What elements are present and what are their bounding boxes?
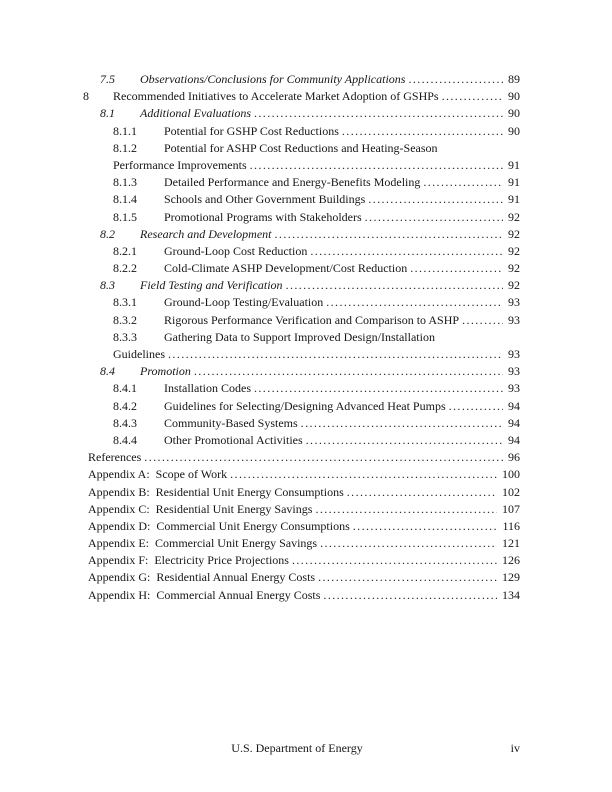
toc-entry-number: 8.4.3 bbox=[113, 415, 137, 430]
toc-entry[interactable] bbox=[113, 174, 520, 191]
toc-page-number: 92 bbox=[508, 226, 520, 241]
toc-entry-number: 8.2.2 bbox=[113, 261, 137, 276]
toc-entry-label: Performance Improvements bbox=[113, 157, 247, 172]
toc-entry-label: Guidelines for Selecting/Designing Advanced Heat Pumps bbox=[164, 398, 446, 413]
toc-entry-label: Appendix G: Residential Annual Energy Costs bbox=[88, 570, 316, 585]
dot-leader bbox=[144, 449, 503, 466]
toc-page-number: 126 bbox=[502, 553, 520, 568]
toc-entry-number: 8.3.2 bbox=[113, 312, 137, 327]
toc-entry-label: Guidelines bbox=[113, 347, 165, 361]
dot-leader bbox=[230, 466, 497, 483]
toc-entry-number: 8.4.4 bbox=[113, 432, 137, 447]
dot-leader bbox=[320, 535, 497, 552]
toc-entry[interactable] bbox=[83, 88, 520, 105]
dot-leader bbox=[408, 71, 503, 88]
dot-leader bbox=[292, 552, 497, 569]
toc-entry-number: 8.1.5 bbox=[113, 209, 137, 224]
toc-entry-label: Other Promotional Activities bbox=[164, 432, 303, 447]
toc-page-number: 91 bbox=[508, 157, 520, 172]
toc-page-number: 90 bbox=[508, 106, 520, 121]
toc-entry[interactable] bbox=[113, 380, 520, 397]
toc-entry[interactable] bbox=[113, 123, 520, 140]
toc-page-number: 94 bbox=[508, 415, 520, 430]
toc-entry-number: 8.3.1 bbox=[113, 295, 137, 310]
toc-entry-number: 8.2 bbox=[100, 226, 115, 241]
toc-entry[interactable] bbox=[88, 449, 520, 466]
dot-leader bbox=[168, 346, 503, 363]
dot-leader bbox=[365, 209, 503, 226]
toc-entry[interactable] bbox=[88, 466, 520, 483]
toc-entry-label: Appendix B: Residential Unit Energy Consumptions bbox=[88, 484, 344, 499]
toc-entry[interactable] bbox=[88, 518, 520, 535]
dot-leader bbox=[275, 226, 503, 243]
dot-leader bbox=[423, 174, 503, 191]
toc-entry-label: Observations/Conclusions for Community Applications bbox=[140, 72, 406, 86]
toc-page-number: 129 bbox=[502, 570, 520, 585]
toc-page-number: 107 bbox=[502, 501, 520, 516]
dot-leader bbox=[442, 88, 503, 105]
toc-page-number: 93 bbox=[508, 364, 520, 379]
toc-entry-number: 8.1.3 bbox=[113, 175, 137, 190]
toc-entry[interactable] bbox=[113, 415, 520, 432]
toc-entry-label: Appendix H: Commercial Annual Energy Costs bbox=[88, 587, 321, 602]
toc-entry-label: Cold-Climate ASHP Development/Cost Reduction bbox=[164, 261, 408, 276]
dot-leader bbox=[410, 260, 503, 277]
toc-page-number: 134 bbox=[502, 587, 520, 602]
toc-entry[interactable] bbox=[113, 243, 520, 260]
dot-leader bbox=[286, 277, 503, 294]
page-footer bbox=[0, 740, 612, 757]
toc-entry-label: Rigorous Performance Verification and Comparison to ASHP bbox=[164, 312, 460, 327]
toc-entry[interactable] bbox=[113, 312, 520, 329]
toc-entry-label: Promotional Programs with Stakeholders bbox=[164, 209, 362, 224]
dot-leader bbox=[368, 191, 503, 208]
toc-page-number: 92 bbox=[508, 278, 520, 293]
toc-entry[interactable] bbox=[100, 226, 520, 243]
toc-entry-number: 8.2.1 bbox=[113, 243, 137, 258]
toc-page-number: 91 bbox=[508, 192, 520, 207]
toc-entry[interactable] bbox=[113, 329, 520, 346]
toc-entry[interactable] bbox=[113, 398, 520, 415]
toc-entry-label: Promotion bbox=[140, 364, 191, 379]
toc-entry-label: Installation Codes bbox=[164, 381, 251, 396]
dot-leader bbox=[315, 501, 497, 518]
toc-page-number: 91 bbox=[508, 175, 520, 190]
toc-page-number: 94 bbox=[508, 398, 520, 413]
toc-entry-label: Recommended Initiatives to Accelerate Market Adoption of GSHPs bbox=[113, 89, 439, 104]
toc-page-number: 93 bbox=[508, 295, 520, 310]
toc-entry[interactable] bbox=[88, 535, 520, 552]
toc-page-number: 116 bbox=[502, 518, 520, 533]
toc-entry-label: Ground-Loop Testing/Evaluation bbox=[164, 295, 324, 310]
toc-entry-number: 8.4.2 bbox=[113, 398, 137, 413]
footer-text: U.S. Department of Energy bbox=[231, 741, 363, 755]
toc-entry-label: Field Testing and Verification bbox=[140, 278, 283, 293]
toc-entry[interactable] bbox=[113, 294, 520, 311]
toc-entry-label: Potential for ASHP Cost Reductions and Heating-Season bbox=[164, 140, 438, 155]
toc-entry-label: Detailed Performance and Energy-Benefits Modeling bbox=[164, 175, 421, 190]
toc-entry-number: 8.1.2 bbox=[113, 140, 137, 155]
toc-page-number: 93 bbox=[508, 347, 520, 361]
toc-entry-label: Appendix E: Commercial Unit Energy Savings bbox=[88, 536, 318, 551]
toc-entry-continuation[interactable] bbox=[113, 346, 520, 363]
toc-page-number: 100 bbox=[502, 467, 520, 482]
toc-entry[interactable] bbox=[113, 191, 520, 208]
dot-leader bbox=[250, 157, 503, 174]
dot-leader bbox=[194, 363, 503, 380]
toc-page-number: 90 bbox=[508, 89, 520, 104]
toc-entry-number: 8.1.1 bbox=[113, 123, 137, 138]
toc-entry-label: Research and Development bbox=[140, 226, 272, 241]
toc-entry[interactable] bbox=[113, 260, 520, 277]
toc-entry-number: 8 bbox=[83, 89, 89, 104]
dot-leader bbox=[462, 312, 503, 329]
toc-entry[interactable] bbox=[100, 71, 520, 88]
toc-entry-number: 8.3 bbox=[100, 278, 115, 293]
toc-entry[interactable] bbox=[88, 501, 520, 518]
toc-entry-label: Appendix C: Residential Unit Energy Savings bbox=[88, 501, 313, 516]
toc-entry-number: 7.5 bbox=[100, 72, 115, 86]
toc-entry[interactable] bbox=[113, 432, 520, 449]
dot-leader bbox=[326, 294, 503, 311]
toc-entry-number: 8.3.3 bbox=[113, 329, 137, 344]
dot-leader bbox=[347, 484, 497, 501]
dot-leader bbox=[254, 380, 503, 397]
toc-page-number: 90 bbox=[508, 123, 520, 138]
toc-page-number: 96 bbox=[508, 450, 520, 465]
toc-page-number: 93 bbox=[508, 312, 520, 327]
dot-leader bbox=[301, 415, 503, 432]
toc-entry-label: Community-Based Systems bbox=[164, 415, 298, 430]
dot-leader bbox=[318, 569, 497, 586]
toc-page-number: 102 bbox=[502, 484, 520, 499]
dot-leader bbox=[323, 587, 497, 604]
toc-entry[interactable] bbox=[88, 569, 520, 586]
toc-entry[interactable] bbox=[88, 552, 520, 569]
toc-entry-number: 8.4 bbox=[100, 364, 115, 379]
toc-entry-number: 8.1.4 bbox=[113, 192, 137, 207]
toc-page-number: 93 bbox=[508, 381, 520, 396]
toc-page-number: 121 bbox=[502, 536, 520, 551]
toc-entry-label: References bbox=[88, 450, 142, 465]
toc-entry-label: Ground-Loop Cost Reduction bbox=[164, 243, 308, 258]
dot-leader bbox=[342, 123, 503, 140]
toc-entry-label: Appendix A: Scope of Work bbox=[88, 467, 228, 482]
toc-entry[interactable] bbox=[100, 105, 520, 122]
toc-entry-continuation[interactable] bbox=[113, 157, 520, 174]
dot-leader bbox=[353, 518, 498, 535]
toc-entry-number: 8.4.1 bbox=[113, 381, 137, 396]
toc-page-number: 92 bbox=[508, 209, 520, 224]
toc-entry[interactable] bbox=[100, 277, 520, 294]
toc-entry[interactable] bbox=[113, 140, 520, 157]
toc-page-number: 92 bbox=[508, 243, 520, 258]
toc-entry-label: Appendix F: Electricity Price Projections bbox=[88, 553, 289, 568]
toc-entry-label: Schools and Other Government Buildings bbox=[164, 192, 366, 207]
dot-leader bbox=[306, 432, 503, 449]
dot-leader bbox=[254, 105, 503, 122]
toc bbox=[0, 71, 612, 604]
toc-page-number: 92 bbox=[508, 261, 520, 276]
toc-entry[interactable] bbox=[100, 363, 520, 380]
toc-entry-label: Appendix D: Commercial Unit Energy Consumptions bbox=[88, 518, 350, 533]
toc-entry[interactable] bbox=[88, 587, 520, 604]
toc-entry-label: Additional Evaluations bbox=[140, 106, 251, 121]
toc-page-number: 89 bbox=[508, 72, 520, 86]
toc-page-number: 94 bbox=[508, 432, 520, 447]
toc-entry-label: Gathering Data to Support Improved Design/Installation bbox=[164, 329, 435, 344]
page-number: iv bbox=[510, 741, 520, 755]
toc-entry-label: Potential for GSHP Cost Reductions bbox=[164, 123, 339, 138]
toc-entry-number: 8.1 bbox=[100, 106, 115, 121]
dot-leader bbox=[310, 243, 503, 260]
dot-leader bbox=[449, 398, 503, 415]
toc-entry[interactable] bbox=[113, 209, 520, 226]
toc-entry[interactable] bbox=[88, 484, 520, 501]
